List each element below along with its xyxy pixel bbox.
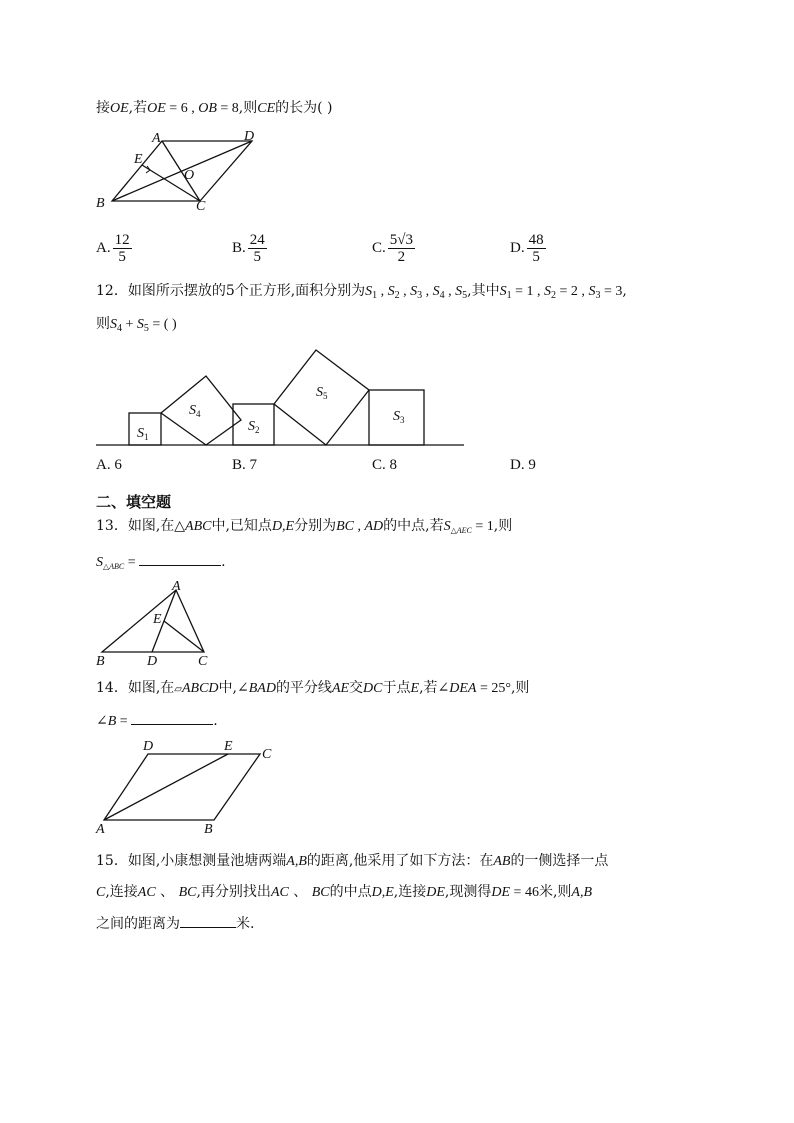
label-E: E — [153, 612, 162, 627]
text: 则 — [96, 316, 110, 332]
q11-stem — [96, 98, 333, 119]
math: = — [116, 714, 132, 729]
text: 的距离,他采用了如下方法：在 — [306, 853, 494, 869]
math: △AEC — [450, 526, 472, 535]
q12-stem-line2 — [96, 314, 177, 335]
math: E — [410, 681, 420, 696]
label-C: C — [196, 199, 206, 214]
text: ,若 — [419, 680, 438, 696]
text: 、 — [155, 884, 179, 900]
q11-option-d[interactable] — [510, 232, 548, 265]
text: 交 — [349, 680, 364, 696]
text: 接 — [96, 100, 110, 116]
q13-triangle-figure — [94, 578, 224, 670]
math: 3 — [595, 290, 601, 301]
math: 4 — [117, 323, 122, 334]
math: AE — [331, 681, 350, 696]
answer-blank[interactable] — [131, 710, 213, 725]
text: 15．如图,小康想测量池塘两端 — [96, 853, 287, 869]
label-s3: $S_3$ — [393, 409, 405, 425]
fraction: $\frac{5√3}{2}$ — [389, 232, 413, 265]
math: = — [124, 555, 140, 570]
math: BC — [336, 519, 354, 534]
math: = ( ) — [148, 317, 177, 332]
math: ABCD — [181, 681, 219, 696]
text: 米. — [236, 916, 255, 932]
math: S — [387, 284, 395, 299]
math: D,E — [371, 885, 394, 900]
text: 中, — [218, 680, 237, 696]
math: 5 — [462, 290, 468, 301]
text: 14．如图,在 — [96, 680, 175, 696]
math: AC — [270, 885, 289, 900]
text: 的中点,若 — [383, 518, 444, 534]
label-C: C — [262, 747, 272, 762]
math: = 3 — [600, 284, 623, 299]
math: S — [136, 317, 144, 332]
q12-option-d[interactable]: D. 9 — [510, 457, 536, 473]
q14-stem-line2 — [96, 710, 218, 732]
math: AB — [493, 854, 511, 869]
math: 3 — [417, 290, 423, 301]
math: = 1 — [471, 519, 494, 534]
math: ∠DEA — [437, 681, 477, 696]
label-s1: $S_1$ — [137, 426, 149, 442]
text: ,连接 — [393, 884, 427, 900]
math: = 25° — [476, 681, 511, 696]
math: △ABC — [103, 562, 125, 571]
label-B: B — [96, 654, 105, 669]
math: OB — [198, 101, 217, 116]
math: C — [96, 885, 106, 900]
math: S — [365, 284, 373, 299]
math: 1 — [506, 290, 512, 301]
math: S — [499, 284, 507, 299]
text: 于点 — [382, 680, 411, 696]
label-O: O — [184, 168, 195, 183]
text: 13．如图,在△ — [96, 518, 186, 534]
math: CE — [257, 101, 276, 116]
text: 中,已知点 — [211, 518, 272, 534]
q13-stem-line1 — [96, 516, 512, 537]
q12-squares-figure — [96, 346, 468, 450]
text: ,连接 — [105, 884, 138, 900]
math: DE — [426, 885, 445, 900]
text: ,则 — [238, 100, 258, 116]
label-s5: $S_5$ — [316, 385, 328, 401]
text: ,则 — [510, 680, 530, 696]
q15-stem-line1 — [96, 851, 608, 872]
math: 4 — [439, 290, 445, 301]
text: ,其中 — [467, 283, 500, 299]
math: 2 — [394, 290, 400, 301]
fraction: $\frac{12}{5}$ — [114, 232, 130, 265]
label-s4: $S_4$ — [189, 403, 201, 419]
math: 1 — [372, 290, 378, 301]
math: S — [96, 555, 103, 570]
math: A,B — [571, 885, 593, 900]
text: 米,则 — [538, 884, 572, 900]
label-A: A — [96, 822, 105, 836]
math: S — [410, 284, 418, 299]
q15-stem-line3 — [96, 913, 254, 934]
label-A: A — [152, 131, 161, 146]
section-heading: 二、填空题 — [96, 493, 172, 511]
text: 分别为 — [294, 518, 337, 534]
text: . — [221, 554, 226, 570]
text: 的一侧选择一点 — [510, 853, 609, 869]
math: S — [588, 284, 596, 299]
q11-parallelogram-figure — [92, 128, 272, 214]
math: ABC — [185, 519, 212, 534]
label-B: B — [96, 196, 105, 211]
q11-option-b[interactable] — [232, 232, 269, 265]
text: ,若 — [128, 100, 148, 116]
label-E: E — [134, 152, 143, 167]
q15-stem-line2 — [96, 882, 592, 903]
math: S — [544, 284, 552, 299]
math: = 6 , — [165, 101, 199, 116]
math: OE — [110, 101, 129, 116]
q11-option-c[interactable] — [372, 232, 417, 265]
math: A,B — [286, 854, 307, 869]
label-s2: $S_2$ — [248, 419, 260, 435]
q12-option-a[interactable]: A. 6 — [96, 457, 122, 473]
option-label: A. — [96, 240, 111, 256]
math: + — [122, 317, 137, 332]
q12-stem-line1: 12．如图所示摆放的5个正方形,面积分别为$S_1$ , $S_2$ , $S_3$ , $S_4$ , $S_5$,其中$S_1 = 1$ , $S_2 = 2$ , $S_3 = 3$, — [96, 283, 627, 301]
option-label: C. — [372, 240, 386, 256]
parallelogram-symbol: ▱ — [174, 684, 182, 695]
fraction: $\frac{24}{5}$ — [249, 232, 265, 265]
text: ,现测得 — [444, 884, 492, 900]
math: ∠BAD — [236, 681, 276, 696]
math: ∠B — [96, 714, 117, 729]
q12-option-c[interactable]: C. 8 — [372, 457, 398, 473]
text: 的长为( ) — [275, 100, 333, 116]
math: = 46 — [510, 885, 539, 900]
math: DC — [363, 681, 383, 696]
answer-blank[interactable] — [139, 551, 221, 566]
math: S — [455, 284, 463, 299]
fraction: $\frac{48}{5}$ — [528, 232, 544, 265]
math: S — [432, 284, 440, 299]
math: BC — [178, 885, 197, 900]
math: S — [443, 519, 451, 534]
option-label: B. — [232, 240, 246, 256]
math: = 1 , — [511, 284, 545, 299]
option-label: D. — [510, 240, 525, 256]
text: . — [213, 713, 218, 729]
math: , — [354, 519, 365, 534]
math: 5 — [143, 323, 149, 334]
label-D: D — [143, 739, 154, 754]
q14-stem-line1 — [96, 678, 529, 700]
text: 、 — [288, 884, 312, 900]
math: BC — [311, 885, 330, 900]
text: 的中点 — [329, 884, 372, 900]
label-D: D — [147, 654, 158, 669]
label-B: B — [204, 822, 213, 836]
math: D,E — [271, 519, 295, 534]
text: 之间的距离为 — [96, 916, 180, 932]
math: S — [110, 317, 117, 332]
math: AD — [364, 519, 384, 534]
q14-parallelogram-figure — [94, 734, 284, 836]
label-C: C — [198, 654, 208, 669]
math: DE — [491, 885, 511, 900]
text: ,则 — [493, 518, 513, 534]
q13-stem-line2 — [96, 551, 226, 573]
text: ,再分别找出 — [196, 884, 271, 900]
label-E: E — [224, 739, 233, 754]
q12-option-b[interactable]: B. 7 — [232, 457, 258, 473]
math: AC — [137, 885, 156, 900]
math: 2 — [551, 290, 557, 301]
label-A: A — [172, 579, 181, 594]
label-D: D — [244, 129, 255, 144]
math: OE — [147, 101, 166, 116]
text: 的平分线 — [275, 680, 332, 696]
text: 12．如图所示摆放的5个正方形,面积分别为 — [96, 283, 366, 299]
math: = 8 — [216, 101, 239, 116]
math: = 2 , — [556, 284, 589, 299]
q11-option-a[interactable] — [96, 232, 134, 265]
answer-blank[interactable] — [180, 913, 236, 928]
